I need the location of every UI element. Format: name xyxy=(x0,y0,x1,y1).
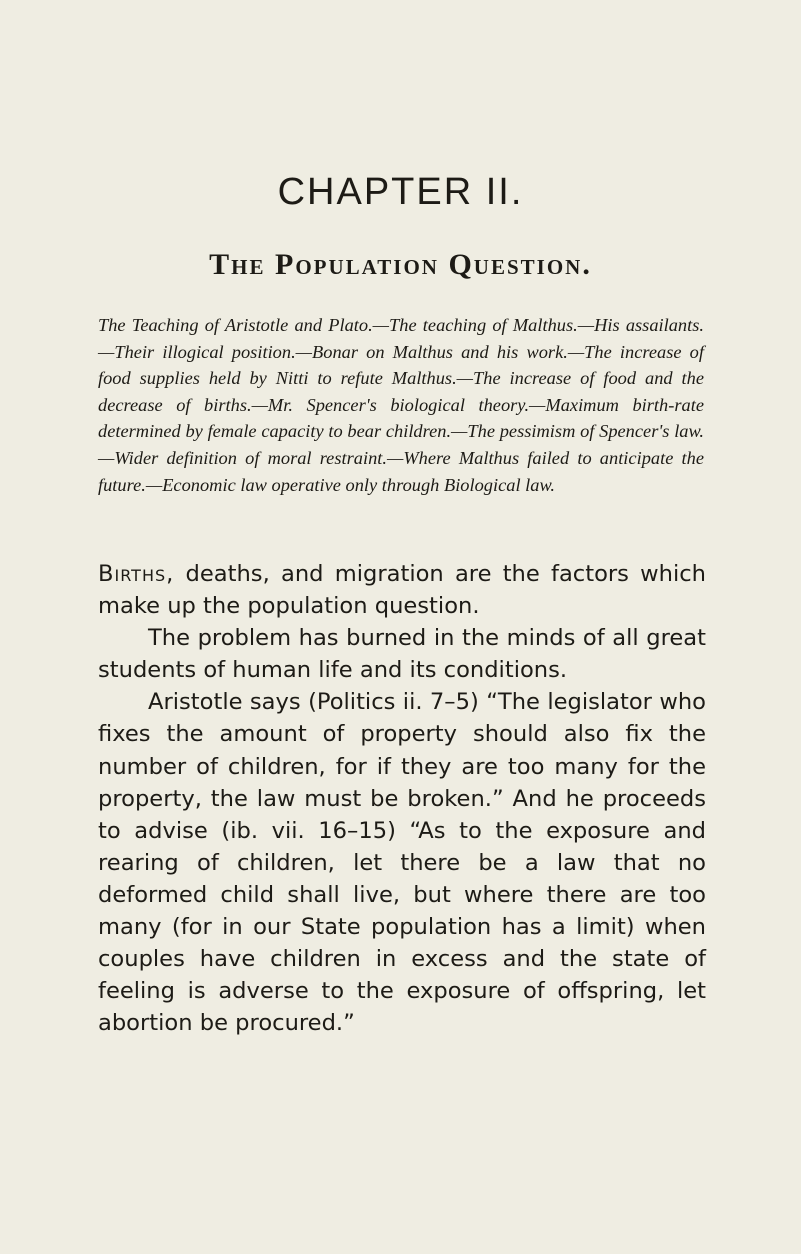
opening-word: Births, xyxy=(98,561,175,587)
paragraph-1 xyxy=(98,558,706,622)
paragraph-1-text: deaths, and migration are the factors which make up the population question. xyxy=(98,561,706,620)
paragraph-3: Aristotle says (Politics ii. 7–5) “The legislator who fixes the amount of property should also fix the number of children, for if they are too many for the property, the law must be broken.” And he proceeds to advise (ib. vii. 16–15) “As to the exposure and rearing of children, let there be a law that no deformed child shall live, but where there are too many (for in our State population has a limit) when couples have children in excess and the state of feeling is adverse to the exposure of offspring, let abortion be procured.” xyxy=(98,689,706,1037)
body-text xyxy=(98,558,706,1039)
paragraph-2: The problem has burned in the minds of all great students of human life and its conditions. xyxy=(98,625,706,684)
chapter-synopsis: The Teaching of Aristotle and Plato.—The teaching of Malthus.—His assailants.—Their illogical position.—Bonar on Malthus and his work.—The increase of food supplies held by Nitti to refute Malthus.—The increase of food and the decrease of births.—Mr. Spencer's biological theory.—Maximum birth-rate determined by female capacity to bear children.—The pessimism of Spencer's law.—Wider definition of moral restraint.—Where Malthus failed to anticipate the future.—Economic law operative only through Biological law. xyxy=(98,315,704,495)
chapter-number: CHAPTER II. xyxy=(277,171,524,213)
chapter-title: The Population Question. xyxy=(209,248,592,281)
